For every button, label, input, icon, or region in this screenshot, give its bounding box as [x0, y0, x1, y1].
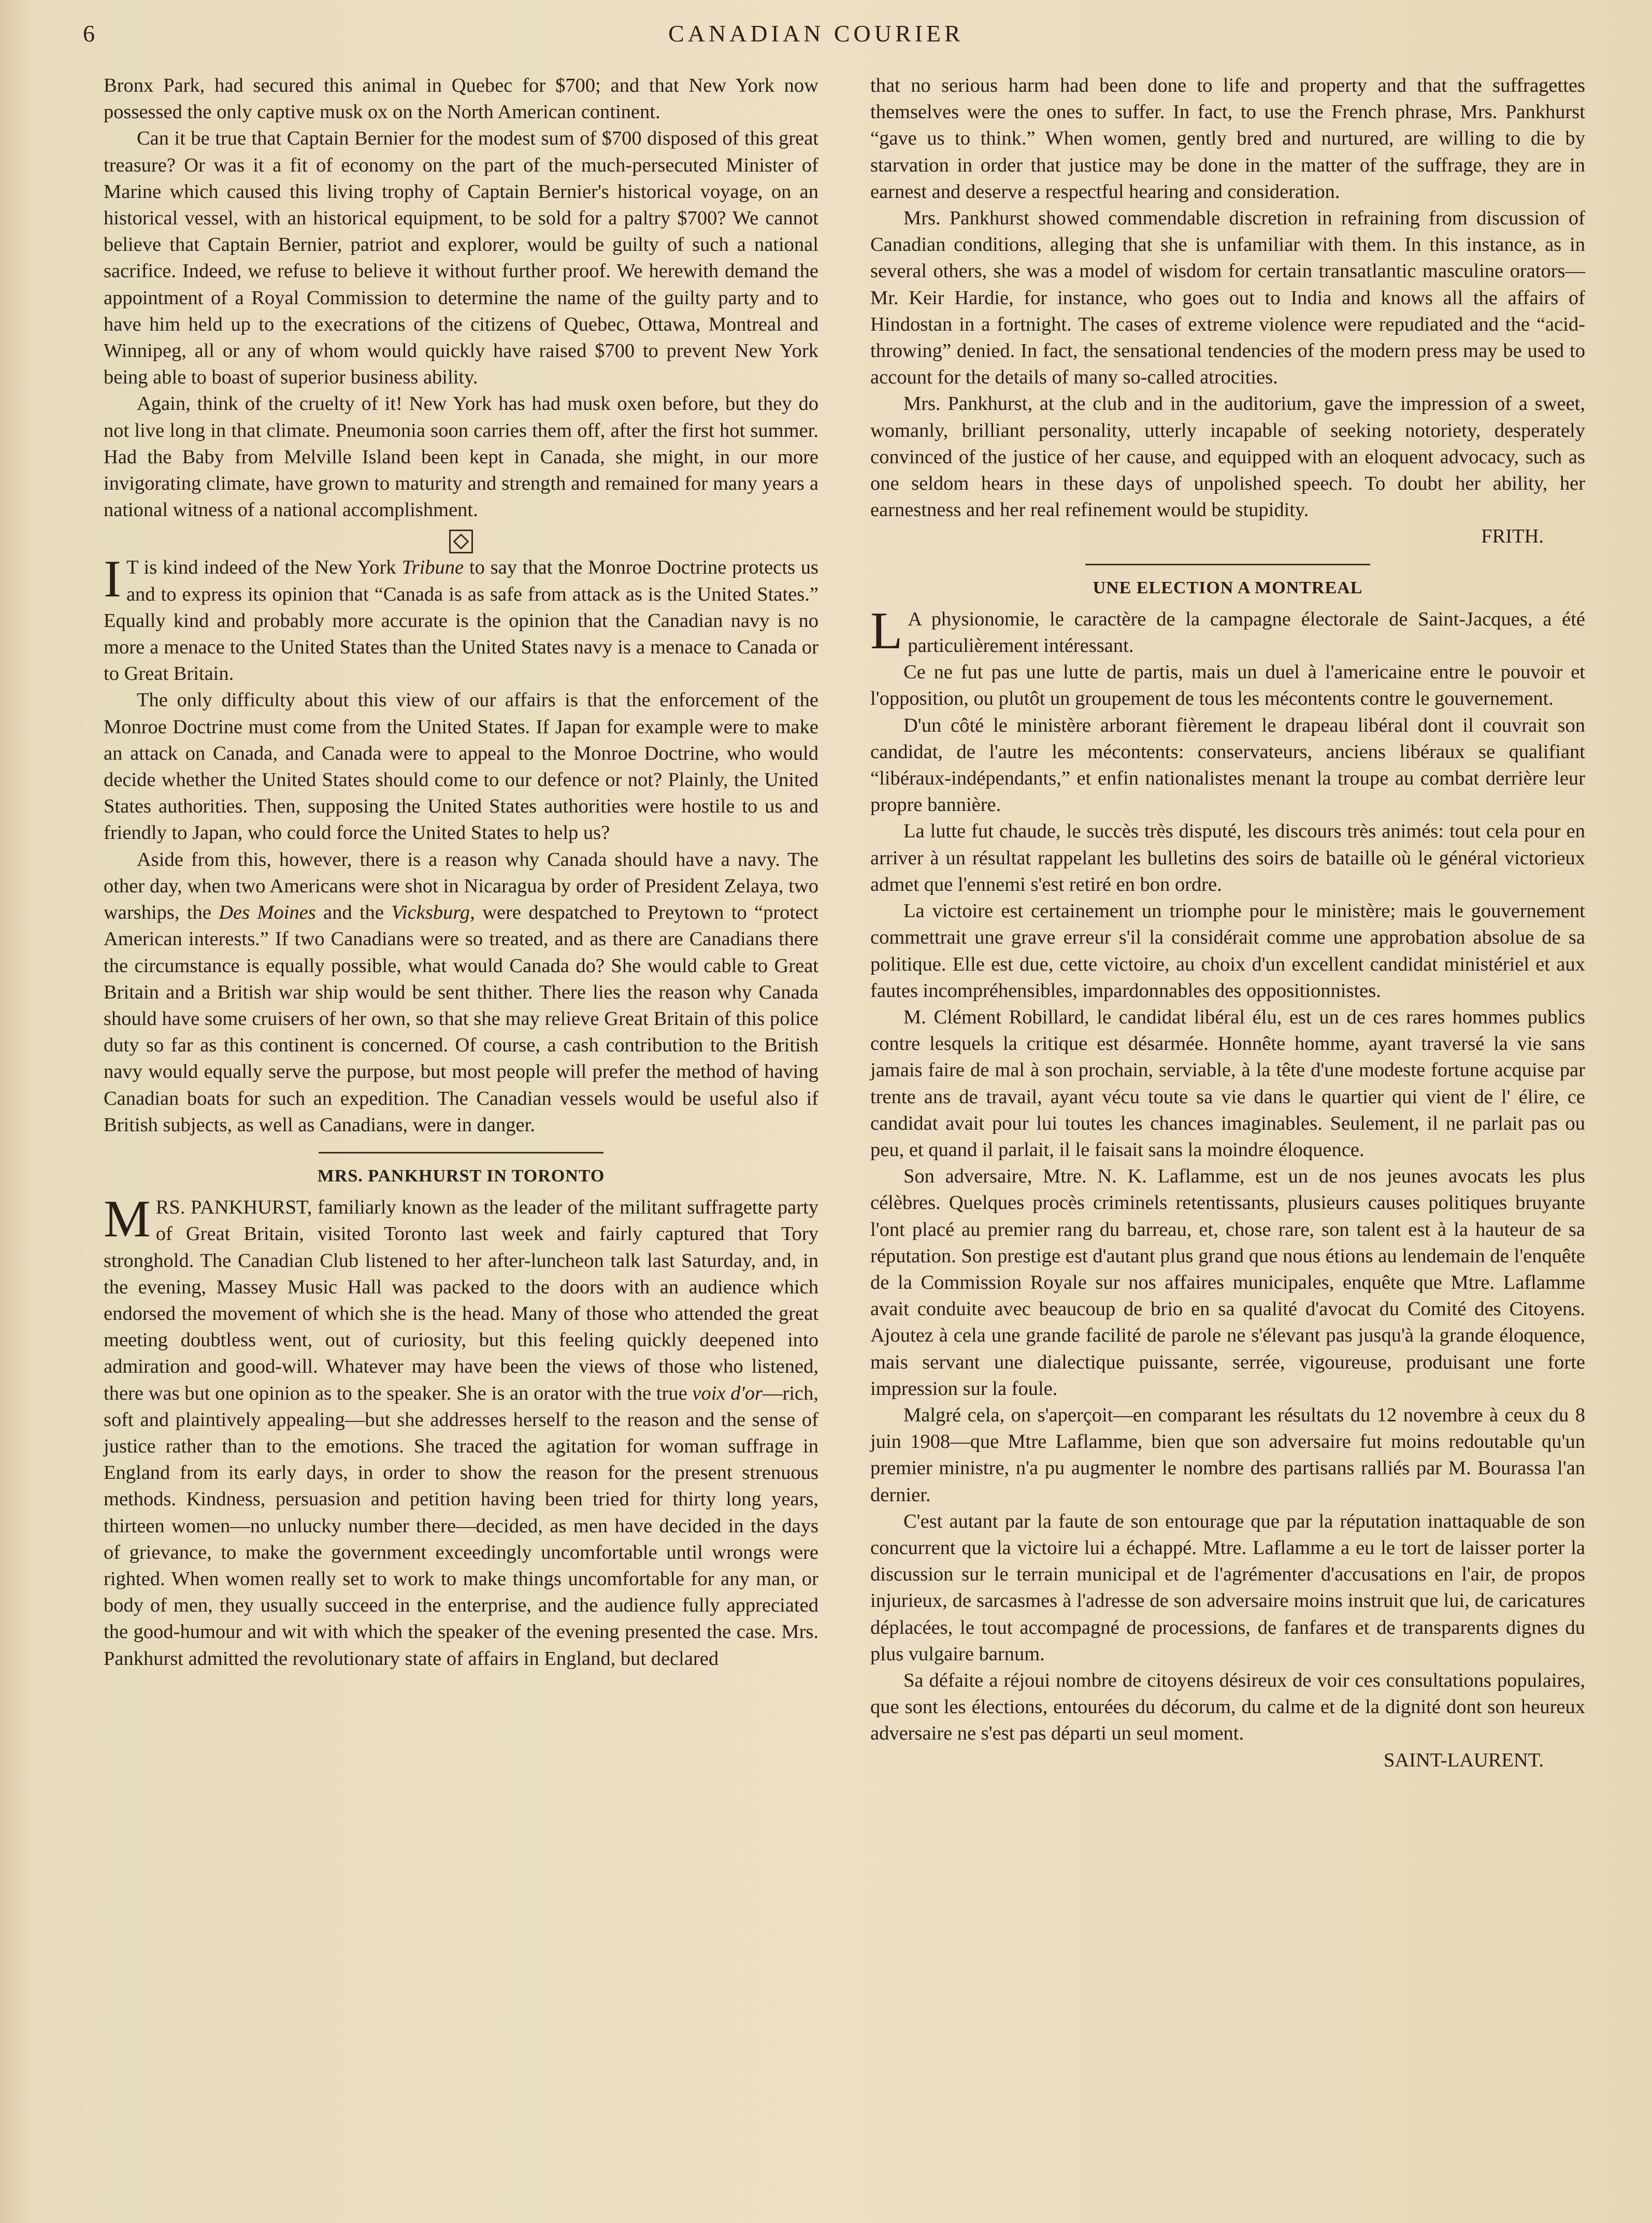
pankhurst-heading: MRS. PANKHURST IN TORONTO [317, 1166, 605, 1186]
election-paragraph-5: La victoire est certainement un triomphe pour le ministère; mais le gouvernement commettrait une grave erreur s'il la considérait comme une approbation absolue de sa politique. Elle est due, cette victoire, au choix d'un excellent candidat ministériel et aux fautes incompréhensibles, impardonnables des oppositionnistes. [870, 900, 1585, 1002]
divider-rule [319, 1152, 604, 1153]
pankhurst-paragraph-4: Mrs. Pankhurst, at the club and in the auditorium, gave the impression of a sweet, womanly, brilliant personality, utterly incapable of seeking notoriety, desperately convinced of the justice of her cause, and equipped with an eloquent advocacy, such as one seldom hears in these days of unpolished speech. To doubt her ability, her earnestness and her real refinement would be stupidity. [870, 393, 1585, 521]
left-column [104, 73, 818, 1672]
section-ornament-icon [104, 525, 818, 553]
voix-dor-phrase: voix d'or [692, 1382, 763, 1404]
election-paragraph-4: La lutte fut chaude, le succès très disputé, les discours très animés: tout cela pour en arriver à un résultat rappelant les bulletins des soirs de bataille où le général victorieux admet que l'ennemi s'est retiré en bon ordre. [870, 820, 1585, 895]
election-paragraph-10: Sa défaite a réjoui nombre de citoyens désireux de voir ces consultations populaires, que sont les élections, entourées du décorum, du calme et de la dignité dont son heureux adversaire ne s'est pas départi un seul moment. [870, 1669, 1585, 1745]
election-paragraph-3: D'un côté le ministère arborant fièrement le drapeau libéral dont il couvrait son candidat, de l'autre les mécontents: conservateurs, anciens libéraux se qualifiant “libéraux-indépendants,” et enfin nationalistes menant la troupe au combat derrière leur propre bannière. [870, 714, 1585, 816]
election-paragraph-2: Ce ne fut pas une lutte de partis, mais un duel à l'americaine entre le pouvoir et l'opposition, ou plutôt un groupement de tous les mécontents contre le gouvernement. [870, 661, 1585, 710]
pankhurst-paragraph-3: Mrs. Pankhurst showed commendable discretion in refraining from discussion of Canadian conditions, alleging that she is unfamiliar with them. In this instance, as in several others, she was a model of wisdom for certain transatlantic masculine orators—Mr. Keir Hardie, for instance, who goes out to India and knows all the affairs of Hindostan in a fortnight. The cases of extreme violence were repudiated and the “acid-throwing” denied. In fact, the sensational tendencies of the modern press may be used to account for the details of many so-called atrocities. [870, 207, 1585, 389]
ship-name: Des Moines [219, 902, 316, 924]
page-number: 6 [83, 20, 95, 47]
publication-title: CANADIAN COURIER [668, 20, 964, 47]
musk-ox-paragraph-3: Again, think of the cruelty of it! New York has had musk oxen before, but they do not live long in that climate. Pneumonia soon carries them off, after the first hot summer. Had the Baby from Melville Island been kept in Canada, she might, in our more invigorating climate, have grown to maturity and strength and remained for many years a national witness of a national accomplishment. [104, 393, 818, 521]
divider-rule [1085, 564, 1370, 565]
election-paragraph-7: Son adversaire, Mtre. N. K. Laflamme, est un de nos jeunes avocats les plus célèbres. Quelques procès criminels retentissants, plusieurs causes politiques bruyante l'ont placé au premier rang du barreau, et, chose rare, son talent est à la hauteur de sa réputation. Son prestige est d'autant plus grand que nous étions au lendemain de l'enquête de la Commission Royale sur nos affaires municipales, enquête que Mtre. Laflamme avait conduite avec beaucoup de brio en sa qualité d'avocat du Comité des Citoyens. Ajoutez à cela une grande facilité de parole ne s'élevant pas jusqu'à la grande éloquence, mais servant une dialectique puissante, serrée, vigoureuse, produisant une forte impression sur la foule. [870, 1165, 1585, 1400]
ship-name: Vicksburg, [391, 902, 475, 924]
monroe-paragraph-2: The only difficulty about this view of our affairs is that the enforcement of the Monroe Doctrine must come from the United States. If Japan for example were to make an attack on Canada, and Canada were to appeal to the Monroe Doctrine, who would decide whether the United States should come to our defence or not? Plainly, the United States authorities. Then, supposing the United States authorities were hostile to us and friendly to Japan, who could force the United States to help us? [104, 689, 818, 844]
pankhurst-paragraph-1: MRS. PANKHURST, familiarly known as the leader of the militant suffragette party of Great Britain, visited Toronto last week and fairly captured that Tory stronghold. The Canadian Club listened to her after-luncheon talk last Saturday, and, in the evening, Massey Music Hall was packed to the doors with an audience which endorsed the movement of which she is the head. Many of those who attended the great meeting doubtless went, out of curiosity, but this feeling quickly deepened into admiration and good-will. Whatever may have been the views of those who listened, there was but one opinion as to the speaker. She is an orator with the true voix d'or—rich, soft and plaintively appealing—but she addresses herself to the reason and the sense of justice rather than to the emotions. She traced the agitation for woman suffrage in England from its early days, in order to show the reason for the present strenuous methods. Kindness, persuasion and petition having been tried for thirty long years, thirteen women—no unlucky number there—decided, as men have decided in the days of grievance, to make the government exceedingly uncomfortable until wrongs were righted. When women really set to work to make things uncomfortable for any man, or body of men, they usually succeed in the enterprise, and the audience fully appreciated the good-humour and wit with which the speaker of the evening presented the case. Mrs. Pankhurst admitted the revolutionary state of affairs in England, but declared [104, 1190, 818, 1670]
tribune-name: Tribune [401, 557, 464, 579]
right-column [870, 73, 1585, 1774]
monroe-paragraph-1: I T is kind indeed of the New York Tribune to say that the Monroe Doctrine protects us and to express its opinion that “Canada is as safe from attack as is the United States.” Equally kind and probably more accurate is the opinion that the Canadian navy is no more a menace to the United States than the United States navy is a menace to Canada or to Great Britain. [104, 550, 818, 685]
musk-ox-paragraph-2: Can it be true that Captain Bernier for the modest sum of $700 disposed of this great treasure? Or was it a fit of economy on the part of the much-persecuted Minister of Marine which caused this living trophy of Captain Bernier's historical voyage, on an historical vessel, with an historical equipment, to be sold for a paltry $700? We cannot believe that Captain Bernier, patriot and explorer, would be guilty of such a national sacrifice. Indeed, we refuse to believe it without further proof. We herewith demand the appointment of a Royal Commission to determine the name of the guilty party and to have him held up to the execrations of the citizens of Quebec, Ottawa, Montreal and Winnipeg, all or any of whom would quickly have raised $700 to prevent New York being able to boast of superior business ability. [104, 127, 818, 389]
election-paragraph-6: M. Clément Robillard, le candidat libéral élu, est un de ces rares hommes publics contre lesquels la critique est désarmée. Honnête homme, ayant traversé la vie sans jamais faire de mal à son prochain, serviable, à la tête d'une modeste fortune acquise par trente ans de travail, ayant vécu toute sa vie dans le quartier qui vient de l' élire, ce candidat avait pour lui toutes les chances imaginables. Seulement, il ne parlait pas ou peu, et quand il parlait, il le faisait sans la moindre éloquence. [870, 1006, 1585, 1161]
author-signature: FRITH. [1481, 525, 1544, 548]
author-signature: SAINT-LAURENT. [1383, 1749, 1544, 1771]
election-paragraph-8: Malgré cela, on s'aperçoit—en comparant les résultats du 12 novembre à ceux du 8 juin 1908—que Mtre Laflamme, bien que son adversaire fut moins redoutable qu'un premier ministre, n'a pu augmenter le nombre des partisans ralliés par M. Bourassa l'an dernier. [870, 1404, 1585, 1506]
election-paragraph-1: L A physionomie, le caractère de la campagne électorale de Saint-Jacques, a été particulièrement intéressant. [870, 601, 1585, 660]
drop-cap: I [104, 550, 121, 609]
monroe-paragraph-3: Aside from this, however, there is a reason why Canada should have a navy. The other day, when two Americans were shot in Nicaragua by order of President Zelaya, two warships, the Des Moines and the Vicksburg, were despatched to Preytown to “protect American interests.” If two Canadians were so treated, and as there are Canadians there the circumstance is equally possible, what would Canada do? She would cable to Great Britain and a British war ship would be sent thither. There lies the reason why Canada should have some cruisers of her own, so that she may relieve Great Britain of this police duty so far as this continent is concerned. Of course, a cash contribution to the British navy would equally serve the purpose, but most people will prefer the method of having Canadian boats for such an expedition. The Canadian vessels would be useful also if British subjects, as well as Canadians, were in danger. [104, 848, 818, 1136]
musk-ox-paragraph-1: Bronx Park, had secured this animal in Quebec for $700; and that New York now possessed the only captive musk ox on the North American continent. [104, 75, 818, 123]
election-heading: UNE ELECTION A MONTREAL [1093, 578, 1363, 597]
drop-cap: L [870, 601, 903, 660]
election-paragraph-9: C'est autant par la faute de son entourage que par la réputation inattaquable de son concurrent que la victoire lui a échappé. Mtre. Laflamme a eu le tort de laisser porter la discussion sur le terrain municipal et de l'agrémenter d'accusations en l'air, de propos injurieux, de sarcasmes à l'adresse de son adversaire moins instruit que lui, de caricatures déplacées, le tout accompagné de processions, de fanfares et de transparents dignes du plus vulgaire barnum. [870, 1510, 1585, 1665]
pankhurst-paragraph-2: that no serious harm had been done to life and property and that the suffragettes themselves were the ones to suffer. In fact, to use the French phrase, Mrs. Pankhurst “gave us to think.” When women, gently bred and nurtured, are willing to die by starvation in order that justice may be done in the matter of the suffrage, they are in earnest and deserve a respectful hearing and consideration. [870, 75, 1585, 203]
drop-cap: M [104, 1190, 151, 1249]
